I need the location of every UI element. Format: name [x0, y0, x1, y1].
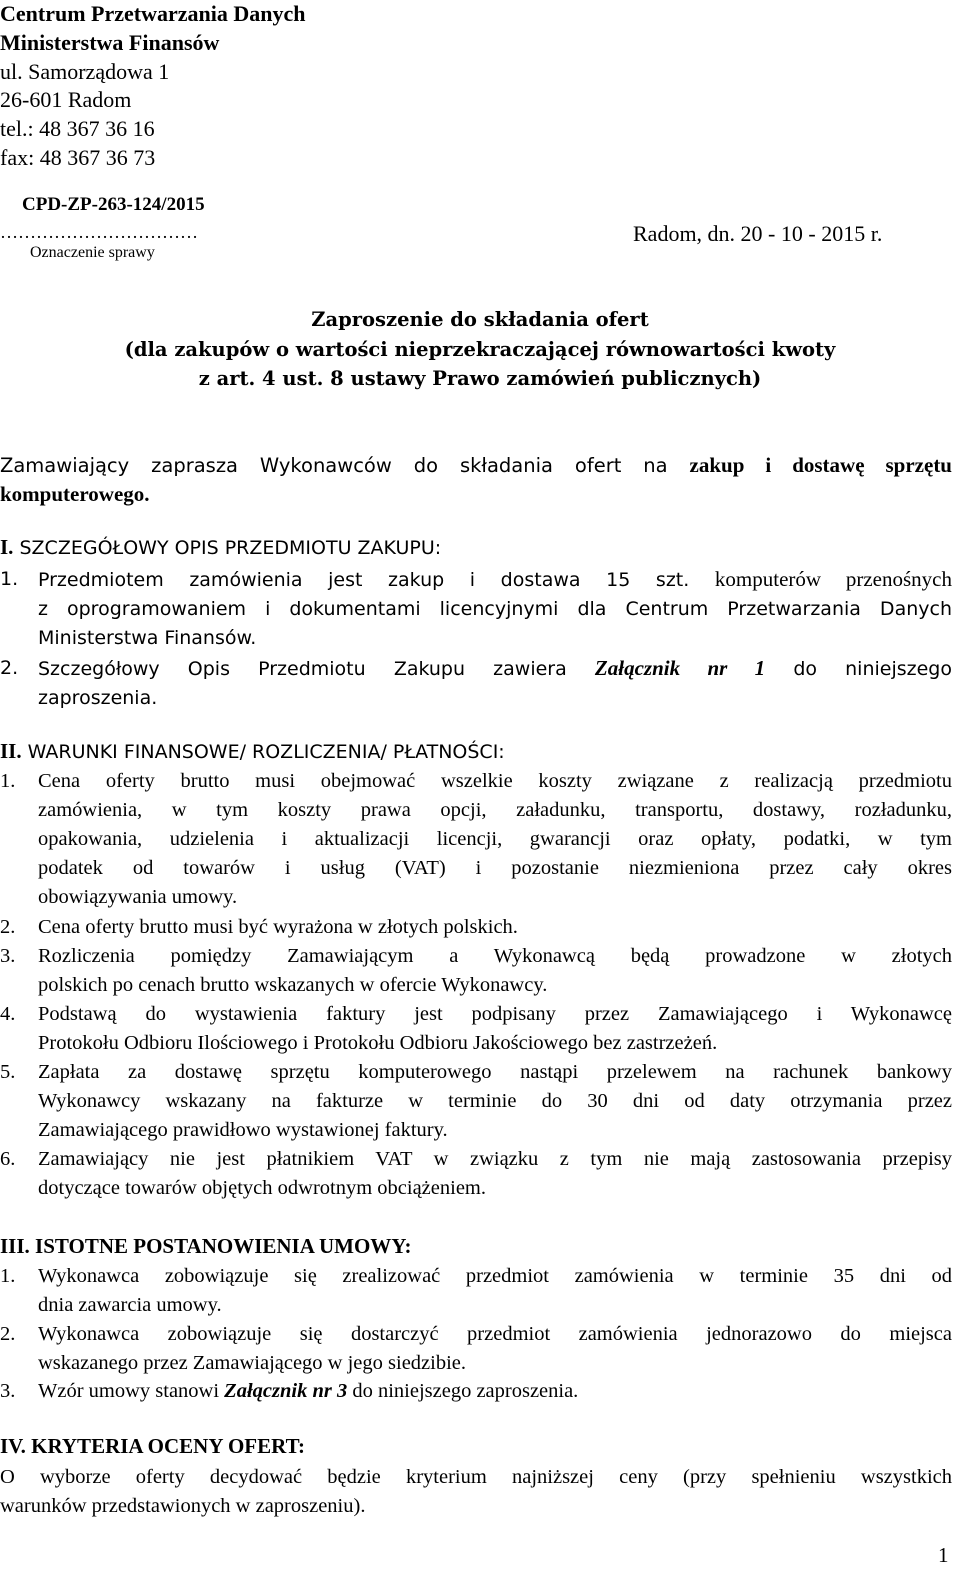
item-number: 1.: [0, 770, 16, 792]
section-2-item: [0, 1058, 952, 1145]
section-2-item: [0, 1000, 952, 1058]
sender-address-block: [0, 0, 306, 173]
section-3-item-1: [0, 1262, 952, 1320]
item-number: 2.: [0, 916, 16, 938]
item-number: 4.: [0, 1003, 16, 1025]
intro-bold-2: komputerowego.: [0, 482, 150, 506]
section-1-item-2: [0, 654, 952, 713]
item-text: podatek od towarów i usług (VAT) i pozostanie niezmieniona przez cały okres: [38, 857, 952, 879]
section-3-item-2: [0, 1320, 952, 1378]
item-text: obowiązywania umowy.: [38, 886, 238, 908]
attachment-ref: Załącznik nr 3: [224, 1380, 348, 1402]
item-text: dotyczące towarów objętych odwrotnym obciążeniem.: [38, 1177, 486, 1199]
section-3-heading: III. ISTOTNE POSTANOWIENIA UMOWY:: [0, 1234, 412, 1258]
item-number: 3.: [0, 1380, 16, 1402]
section-3-item-3: [0, 1377, 952, 1406]
item-text: Szczegółowy Opis Przedmiotu Zakupu zawiera: [38, 658, 567, 680]
intro-paragraph: [0, 451, 952, 509]
item-text: Wykonawca zobowiązuje się zrealizować przedmiot zamówienia w terminie 35 dni od: [38, 1265, 952, 1287]
section-2-item: [0, 767, 952, 912]
section-4-heading: IV. KRYTERIA OCENY OFERT:: [0, 1434, 306, 1458]
section-2-title: WARUNKI FINANSOWE/ ROZLICZENIA/ PŁATNOŚCI:: [27, 741, 505, 763]
item-text: z oprogramowaniem i dokumentami licencyjnymi dla Centrum Przetwarzania Danych: [38, 598, 952, 620]
item-number: 2.: [0, 657, 19, 679]
item-number: 1.: [0, 568, 19, 590]
city-address: 26-601 Radom: [0, 87, 132, 113]
item-text: wskazanego przez Zamawiającego w jego siedzibie.: [38, 1352, 467, 1374]
item-text: dnia zawarcia umowy.: [38, 1294, 222, 1316]
page-number: 1: [938, 1543, 949, 1567]
item-text: Przedmiotem zamówienia jest zakup i dostawa 15 szt.: [38, 569, 690, 591]
item-text: Rozliczenia pomiędzy Zamawiającym a Wykonawcą będą prowadzone w złotych: [38, 945, 952, 967]
section-4-paragraph: [0, 1463, 952, 1521]
org-name-line1: Centrum Przetwarzania Danych: [0, 1, 306, 26]
item-text: Zapłata za dostawę sprzętu komputerowego nastąpi przelewem na rachunek bankowy: [38, 1061, 952, 1083]
fax-number: fax: 48 367 36 73: [0, 144, 156, 170]
attachment-ref: Załącznik nr 1: [594, 656, 766, 680]
section-1-item-1: [0, 565, 952, 653]
item-text: Wzór umowy stanowi: [38, 1380, 220, 1402]
item-text: Zamawiającego prawidłowo wystawionej faktury.: [38, 1119, 448, 1141]
title-line3: z art. 4 ust. 8 ustawy Prawo zamówień publicznych): [198, 367, 762, 390]
intro-bold-1: zakup i dostawę sprzętu: [689, 453, 952, 477]
item-text: opakowania, udzielenia i aktualizacji licencji, gwarancji oraz opłaty, podatki, w tym: [38, 828, 952, 850]
item-number: 5.: [0, 1061, 16, 1083]
section-2-item: [0, 913, 952, 942]
item-text: do niniejszego zaproszenia.: [352, 1380, 579, 1402]
title-line1: Zaproszenie do składania ofert: [311, 308, 649, 331]
document-title: [0, 305, 960, 394]
item-text: polskich po cenach brutto wskazanych w ofercie Wykonawcy.: [38, 974, 548, 996]
section-1-title: SZCZEGÓŁOWY OPIS PRZEDMIOTU ZAKUPU:: [19, 537, 442, 559]
item-text: Wykonawcy wskazany na fakturze w terminie do 30 dni od daty otrzymania przez: [38, 1090, 952, 1112]
paragraph-text: warunków przedstawionych w zaproszeniu).: [0, 1495, 366, 1517]
section-2-heading: [0, 739, 505, 764]
section-1-number: I.: [0, 535, 14, 559]
street-address: ul. Samorządowa 1: [0, 58, 170, 84]
item-text: Zamawiający nie jest płatnikiem VAT w związku z tym nie mają zastosowania przepisy: [38, 1148, 952, 1170]
item-text: Cena oferty brutto musi obejmować wszelkie koszty związane z realizacją przedmiotu: [38, 770, 952, 792]
item-text: Cena oferty brutto musi być wyrażona w złotych polskich.: [38, 916, 518, 938]
case-number: CPD-ZP-263-124/2015: [22, 194, 205, 215]
title-line2: (dla zakupów o wartości nieprzekraczającej równowartości kwoty: [124, 337, 836, 361]
case-dotted-line: ……………………………: [0, 222, 198, 242]
org-name-line2: Ministerstwa Finansów: [0, 29, 220, 55]
section-2-number: II.: [0, 739, 22, 763]
item-number: 1.: [0, 1265, 16, 1287]
item-text: do niniejszego: [793, 658, 952, 680]
item-text: Wykonawca zobowiązuje się dostarczyć przedmiot zamówienia jednorazowo do miejsca: [38, 1323, 952, 1345]
item-text: komputerów przenośnych: [714, 567, 952, 591]
section-1-heading: [0, 535, 441, 560]
item-text: Podstawą do wystawienia faktury jest podpisany przez Zamawiającego i Wykonawcę: [38, 1003, 952, 1025]
phone-number: tel.: 48 367 36 16: [0, 116, 155, 142]
section-2-item: [0, 1145, 952, 1203]
document-date: Radom, dn. 20 - 10 - 2015 r.: [633, 221, 883, 246]
paragraph-text: O wyborze oferty decydować będzie kryterium najniższej ceny (przy spełnieniu wszystkich: [0, 1466, 952, 1488]
item-text: zamówienia, w tym koszty prawa opcji, załadunku, transportu, dostawy, rozładunku,: [38, 799, 952, 821]
item-number: 2.: [0, 1323, 16, 1345]
item-number: 6.: [0, 1148, 16, 1170]
item-text: zaproszenia.: [38, 687, 158, 709]
case-label: Oznaczenie sprawy: [30, 244, 155, 261]
intro-text: Zamawiający zaprasza Wykonawców do składania ofert na: [0, 454, 668, 477]
item-number: 3.: [0, 945, 16, 967]
item-text: Protokołu Odbioru Ilościowego i Protokołu Odbioru Jakościowego bez zastrzeżeń.: [38, 1032, 718, 1054]
item-text: Ministerstwa Finansów.: [38, 627, 257, 649]
section-2-item: [0, 942, 952, 1000]
